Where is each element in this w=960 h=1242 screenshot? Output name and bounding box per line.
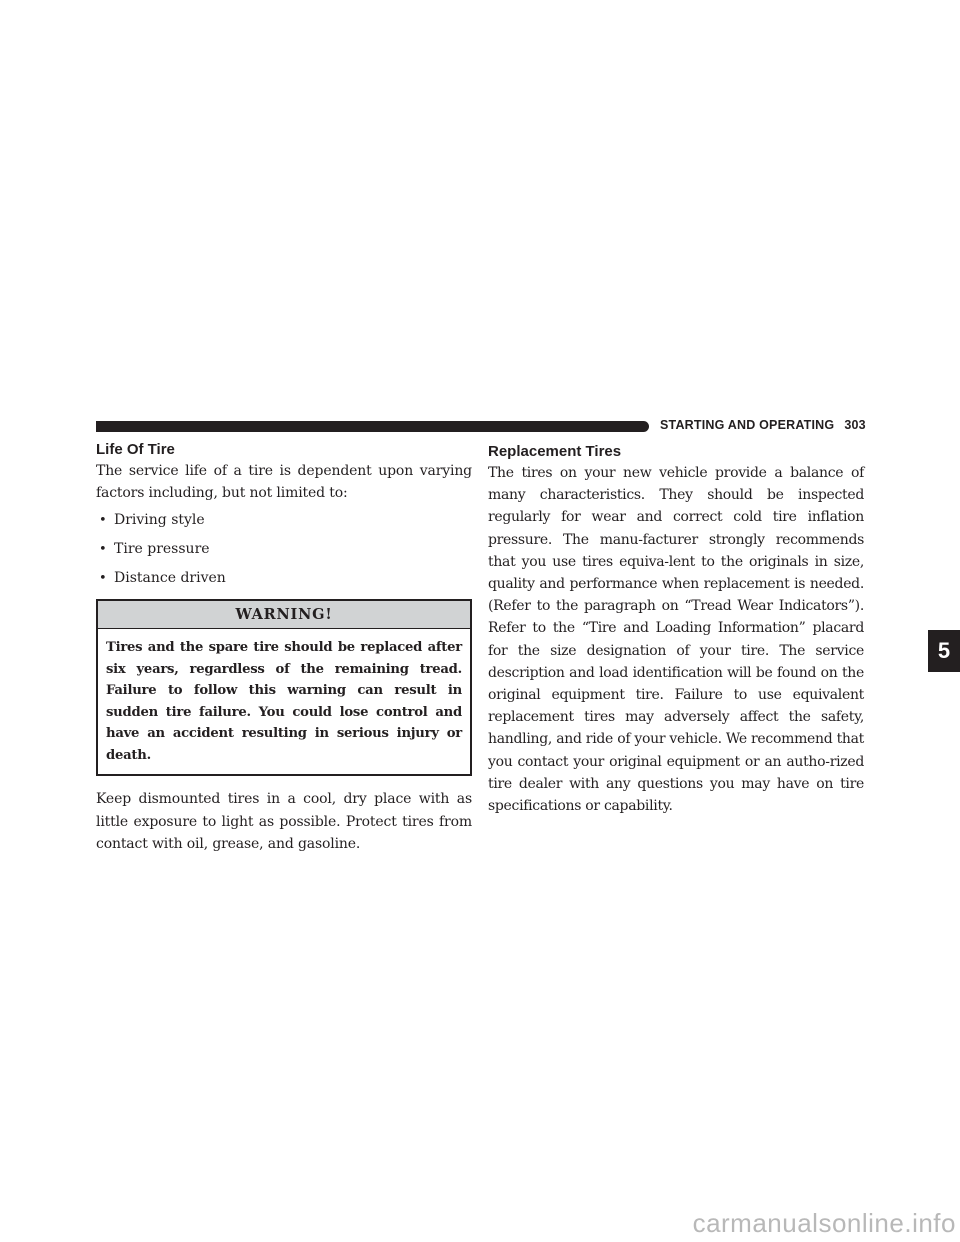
right-column <box>488 440 864 817</box>
list-item <box>96 510 472 531</box>
factor-list <box>96 510 472 589</box>
warning-text: Tires and the spare tire should be replaced after six years, regardless of the remaining tread. Failure to follow this warning can result in sudden tire failure. You could lose control and have an accident resulting in serious injury or death. <box>106 640 462 763</box>
list-item-text: Distance driven <box>114 570 226 587</box>
warning-box <box>96 599 472 776</box>
storage-paragraph: Keep dismounted tires in a cool, dry place with as little exposure to light as possible. Protect tires from contact with oil, grease, and gasoline. <box>96 791 472 852</box>
list-item <box>96 539 472 560</box>
bullet-icon: • <box>99 542 107 558</box>
bullet-icon: • <box>99 513 107 529</box>
watermark: carmanualsonline.info <box>692 1208 956 1238</box>
list-item-text: Driving style <box>114 512 205 529</box>
list-item-text: Tire pressure <box>114 541 210 558</box>
page-number: 303 <box>844 418 866 432</box>
warning-title: WARNING! <box>98 601 470 629</box>
replacement-tires-paragraph: The tires on your new vehicle provide a balance of many characteristics. They should be inspected regularly for wear and correct cold tire inflation pressure. The manu-facturer strongly recommends that you use tires equiva-lent to the originals in size, quality and performance when replacement is needed. (Refer to the paragraph on “Tread Wear Indicators”). Refer to the “Tire and Loading Information” placard for the size designation of your tire. The service description and load identification will be found on the original equipment tire. Failure to use equivalent replacement tires may adversely affect the safety, handling, and ride of your vehicle. We recommend that you contact your original equipment or an autho-rized tire dealer with any questions you may have on tire specifications or capability. <box>488 465 864 815</box>
chapter-tab: 5 <box>928 630 960 672</box>
replacement-tires-heading: Replacement Tires <box>488 443 622 460</box>
life-of-tire-heading: Life Of Tire <box>96 441 175 458</box>
left-column <box>96 440 472 855</box>
life-of-tire-intro: The service life of a tire is dependent upon varying factors including, but not limited to: <box>96 463 472 502</box>
header-rule <box>96 421 649 432</box>
list-item <box>96 568 472 589</box>
section-title: STARTING AND OPERATING <box>660 418 835 432</box>
running-header <box>660 418 866 434</box>
bullet-icon: • <box>99 571 107 587</box>
